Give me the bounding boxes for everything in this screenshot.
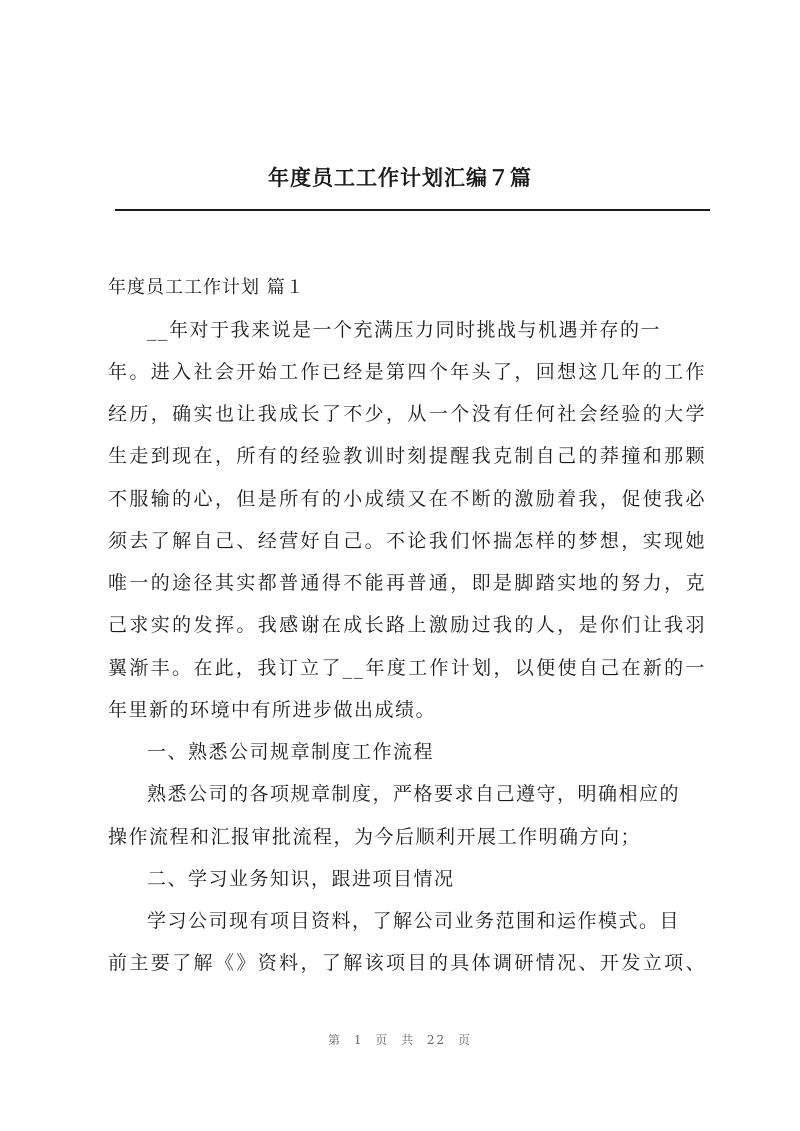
paragraph-line: 生走到现在，所有的经验教训时刻提醒我克制自己的莽撞和那颗 xyxy=(108,445,706,467)
paragraph-line: 前主要了解《》资料，了解该项目的具体调研情况、开发立项、 xyxy=(108,952,706,974)
paragraph-line: 翼渐丰。在此，我订立了__年度工作计划，以便使自己在新的一 xyxy=(108,657,706,679)
item-heading: 二、学习业务知识，跟进项目情况 xyxy=(147,868,455,890)
paragraph-line: 不服输的心，但是所有的小成绩又在不断的激励着我，促使我必 xyxy=(108,488,706,510)
paragraph-line: 须去了解自己、经营好自己。不论我们怀揣怎样的梦想，实现她 xyxy=(108,530,706,552)
paragraph-line: 年。进入社会开始工作已经是第四个年头了，回想这几年的工作 xyxy=(108,361,706,383)
paragraph-line: 己求实的发挥。我感谢在成长路上激励过我的人，是你们让我羽 xyxy=(108,614,706,636)
paragraph-line: 经历，确实也让我成长了不少，从一个没有任何社会经验的大学 xyxy=(108,403,706,425)
section-heading: 年度员工工作计划 篇１ xyxy=(108,277,305,298)
paragraph-line: 唯一的途径其实都普通得不能再普通，即是脚踏实地的努力，克 xyxy=(108,572,706,594)
paragraph-line: __年对于我来说是一个充满压力同时挑战与机遇并存的一 xyxy=(147,319,662,341)
item-heading: 一、熟悉公司规章制度工作流程 xyxy=(147,741,435,763)
paragraph-line: 操作流程和汇报审批流程，为今后顺利开展工作明确方向； xyxy=(108,826,642,848)
page-footer: 第 1 页 共 22 页 xyxy=(328,1033,472,1047)
paragraph-line: 学习公司现有项目资料，了解公司业务范围和运作模式。目 xyxy=(147,910,681,932)
title-divider xyxy=(115,209,710,211)
document-title: 年度员工工作计划汇编７篇 xyxy=(268,165,532,190)
paragraph-line: 熟悉公司的各项规章制度，严格要求自己遵守，明确相应的 xyxy=(147,783,681,805)
paragraph-line: 年里新的环境中有所进步做出成绩。 xyxy=(108,699,437,721)
